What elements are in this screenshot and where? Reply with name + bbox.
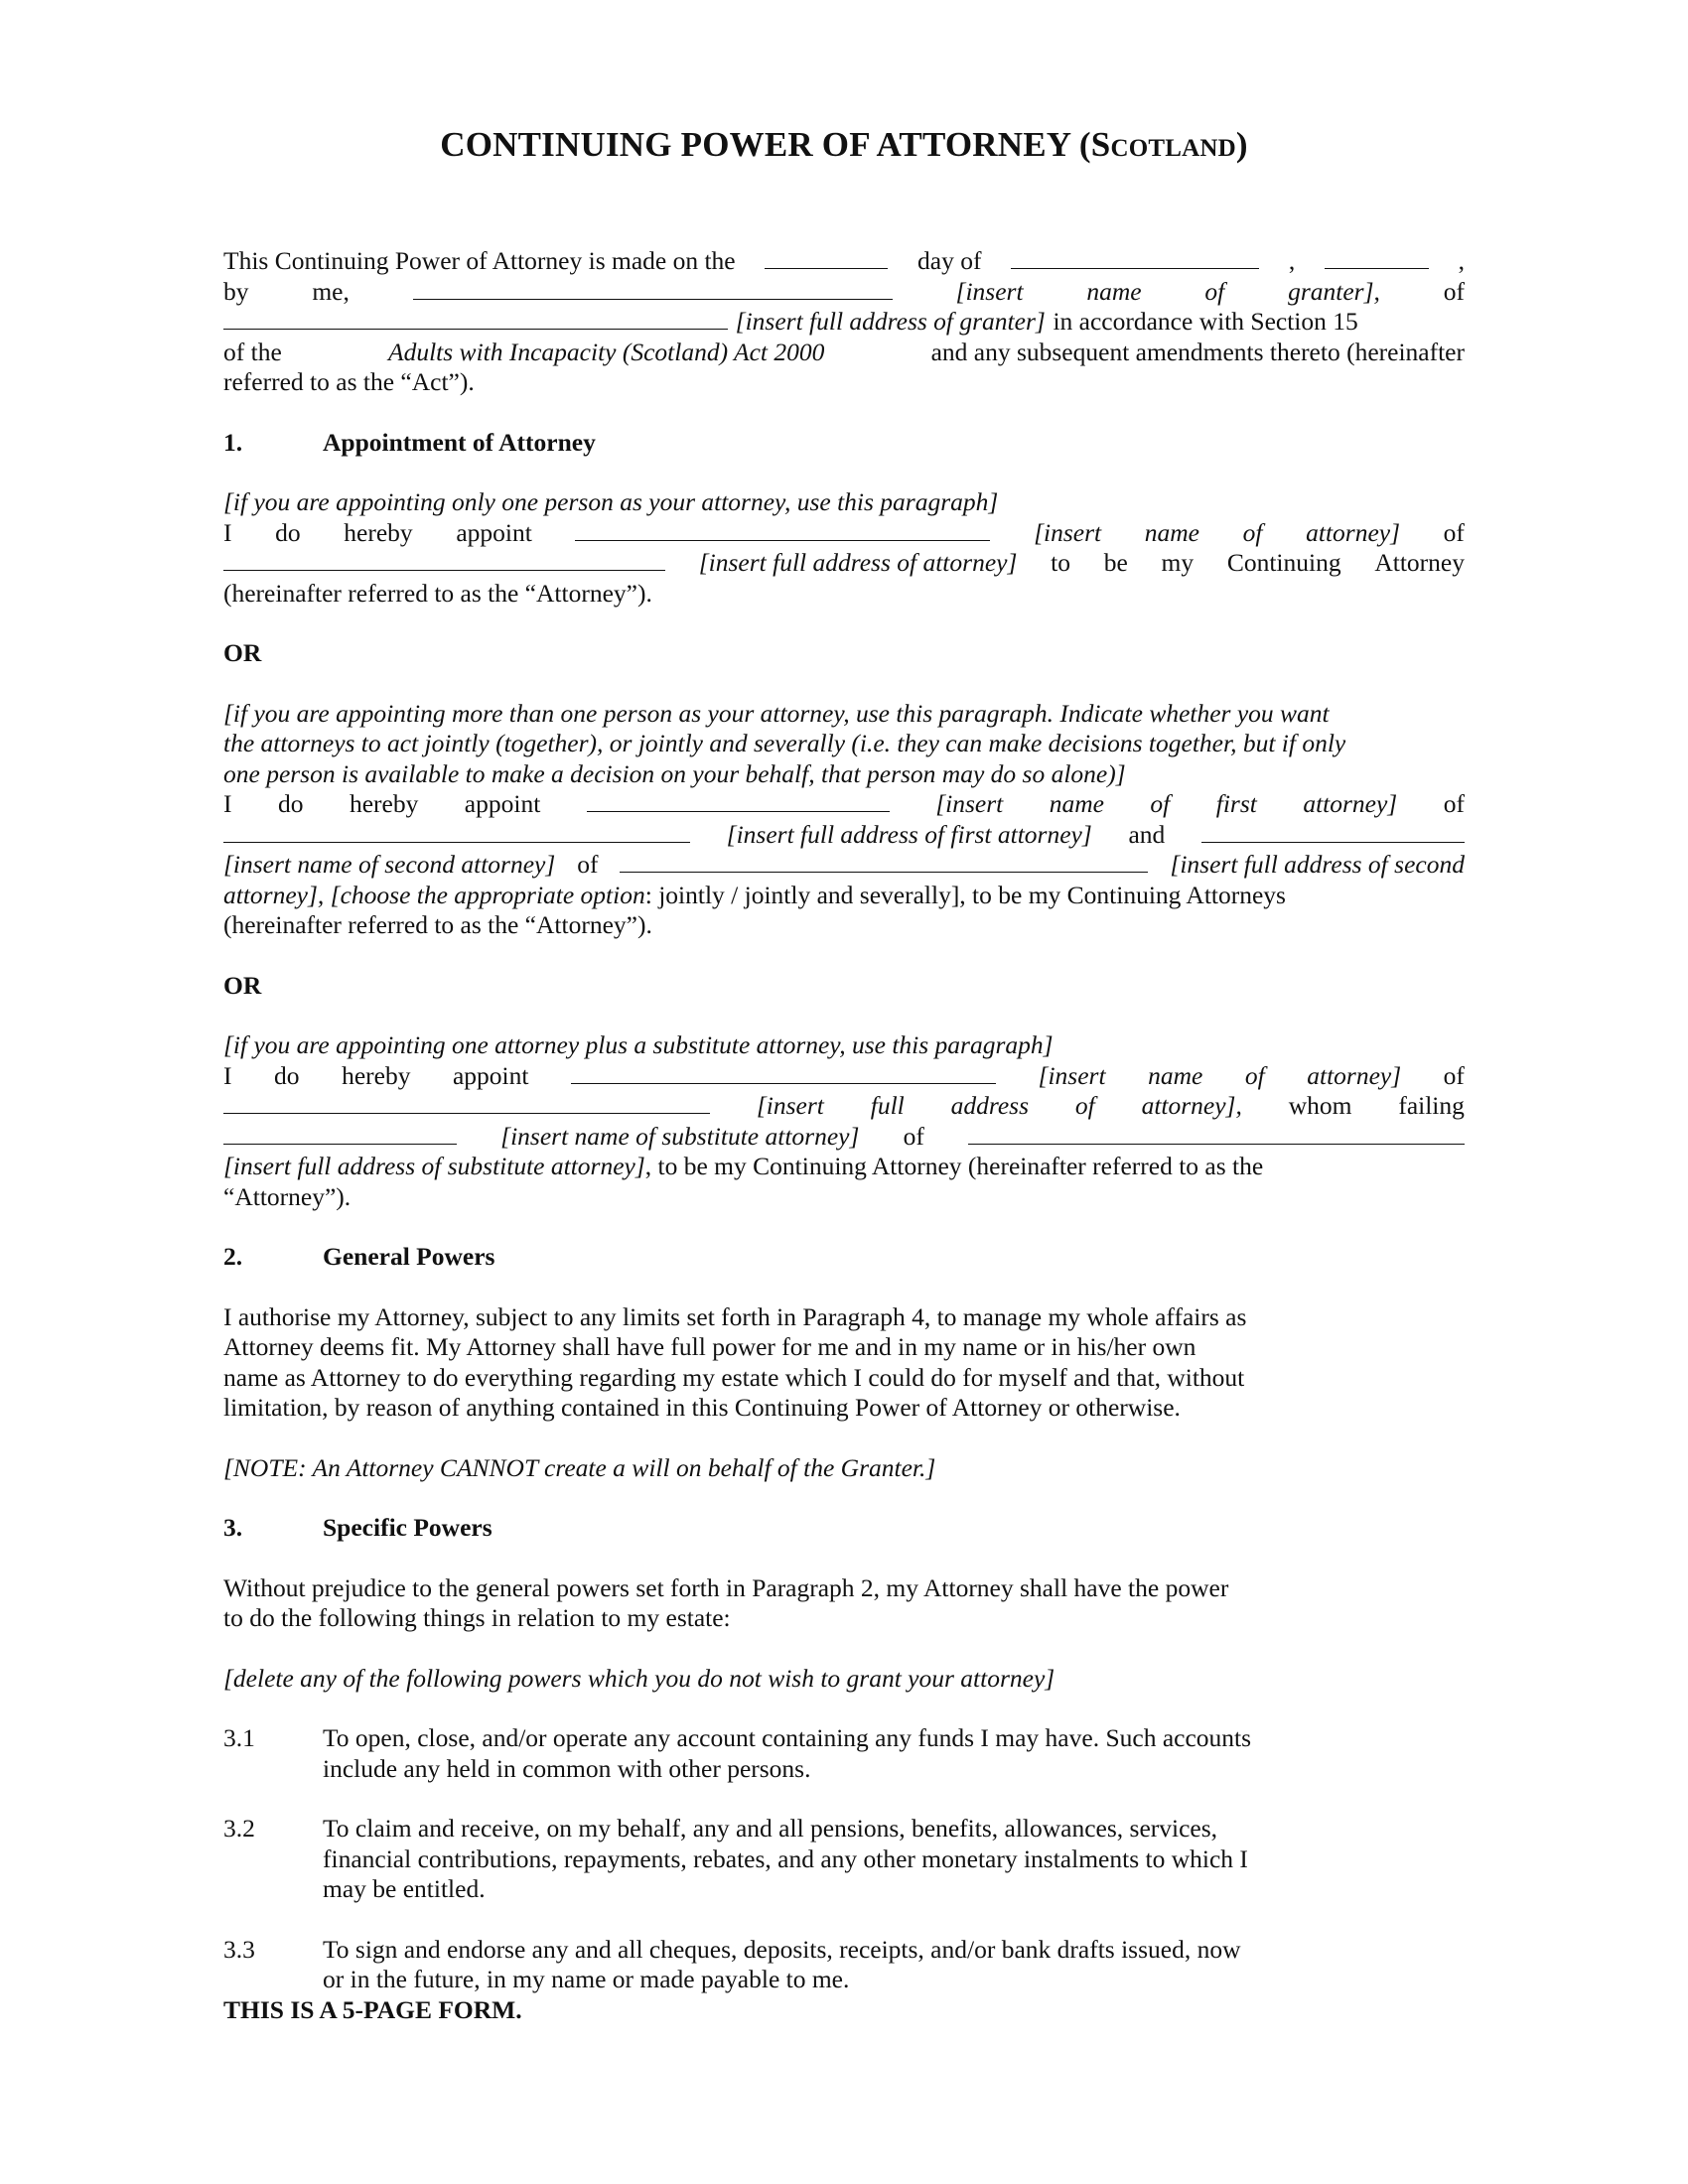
title-jurisdiction: (Scotland) — [1078, 125, 1248, 164]
granter-name-blank[interactable] — [413, 277, 893, 300]
option-c-line-5: “Attorney”). — [223, 1181, 352, 1211]
primary-attorney-name-blank[interactable] — [571, 1061, 996, 1084]
day-blank[interactable] — [765, 246, 888, 269]
intro-line-1: This Continuing Power of Attorney is made on the day of , , — [223, 246, 1465, 275]
s3-note: [delete any of the following powers which you do not wish to grant your attorney] — [223, 1663, 1055, 1693]
section-3-heading: 3. Specific Powers — [223, 1513, 492, 1542]
attorney-address-blank[interactable] — [223, 548, 665, 571]
option-c-note: [if you are appointing one attorney plus a substitute attorney, use this paragraph] — [223, 1030, 1054, 1059]
option-c-line-3: [insert name of substitute attorney] of — [223, 1122, 1465, 1153]
first-attorney-address-blank[interactable] — [223, 820, 690, 843]
year-blank[interactable] — [1325, 246, 1429, 269]
option-b-note-3: one person is available to make a decision on your behalf, that person may do so alone)] — [223, 758, 1126, 788]
power-item-3-3: 3.3 To sign and endorse any and all cheques, deposits, receipts, and/or bank drafts issued, now or in the future, in my name or made payable to me. — [223, 1934, 1241, 1993]
or-label-2: OR — [223, 970, 262, 1000]
second-attorney-address-blank[interactable] — [620, 850, 1148, 873]
option-a-line-3: (hereinafter referred to as the “Attorney”). — [223, 578, 652, 608]
option-c-line-2: [insert full address of attorney], whom failing — [223, 1091, 1465, 1122]
power-item-3-1: 3.1 To open, close, and/or operate any account containing any funds I may have. Such accounts include any held in common with other persons. — [223, 1723, 1252, 1783]
section-2-heading: 2. General Powers — [223, 1242, 495, 1271]
substitute-attorney-name-blank[interactable] — [223, 1122, 457, 1145]
substitute-attorney-address-blank[interactable] — [968, 1122, 1465, 1145]
s2-line-3: name as Attorney to do everything regarding my estate which I could do for myself and that, without — [223, 1362, 1245, 1392]
s2-line-2: Attorney deems fit. My Attorney shall have full power for me and in my name or in his/her own — [223, 1332, 1196, 1361]
document-body — [223, 246, 1465, 2025]
option-b-line-1: I do hereby appoint [insert name of first attorney] of — [223, 789, 1465, 818]
month-blank[interactable] — [1011, 246, 1259, 269]
granter-address-blank[interactable] — [223, 307, 728, 330]
attorney-name-blank[interactable] — [575, 518, 990, 541]
primary-attorney-address-blank[interactable] — [223, 1091, 710, 1114]
option-b-line-5: (hereinafter referred to as the “Attorney”). — [223, 910, 652, 939]
intro-line-2: by me, [insert name of granter], of — [223, 276, 1465, 306]
s3-line-1: Without prejudice to the general powers set forth in Paragraph 2, my Attorney shall have the power — [223, 1572, 1229, 1602]
first-attorney-name-blank[interactable] — [587, 789, 890, 812]
option-a-line-1: I do hereby appoint [insert name of attorney] of — [223, 517, 1465, 547]
power-item-3-2: 3.2 To claim and receive, on my behalf, any and all pensions, benefits, allowances, services, financial contributions, repayments, rebates, and any other monetary instalments to which I may be entitled. — [223, 1814, 1248, 1903]
s3-line-2: to do the following things in relation to my estate: — [223, 1603, 731, 1632]
option-b-line-2: [insert full address of first attorney] and — [223, 820, 1465, 851]
s2-line-4: limitation, by reason of anything contained in this Continuing Power of Attorney or otherwise. — [223, 1393, 1181, 1422]
intro-line-3: [insert full address of granter] in accordance with Section 15 — [223, 307, 1465, 338]
option-b-note-2: the attorneys to act jointly (together), or jointly and severally (i.e. they can make decisions together, but if only — [223, 729, 1346, 757]
s2-line-1: I authorise my Attorney, subject to any limits set forth in Paragraph 4, to manage my whole affairs as — [223, 1301, 1247, 1331]
title-main: CONTINUING POWER OF ATTORNEY — [440, 125, 1070, 164]
intro-line-5: referred to as the “Act”). — [223, 367, 475, 396]
option-b-line-3: [insert name of second attorney] of [insert full address of second — [223, 850, 1465, 879]
option-b-note-1: [if you are appointing more than one person as your attorney, use this paragraph. Indicate whether you want — [223, 698, 1330, 728]
document-title — [0, 125, 1688, 165]
section-1-heading: 1. Appointment of Attorney — [223, 427, 596, 457]
option-c-line-1: I do hereby appoint [insert name of attorney] of — [223, 1060, 1465, 1090]
option-a-line-2: [insert full address of attorney] to be my Continuing Attorney — [223, 548, 1465, 579]
s2-note: [NOTE: An Attorney CANNOT create a will on behalf of the Granter.] — [223, 1452, 936, 1482]
option-b-line-4: attorney], [choose the appropriate option: jointly / jointly and severally], to be my Continuing Attorneys — [223, 880, 1286, 909]
option-c-line-4: [insert full address of substitute attorney], to be my Continuing Attorney (hereinafter referred to as the — [223, 1152, 1264, 1180]
page-count-note: THIS IS A 5-PAGE FORM. — [223, 1994, 522, 2024]
or-label-1: OR — [223, 638, 262, 667]
second-attorney-name-blank[interactable] — [1201, 820, 1465, 843]
option-a-note: [if you are appointing only one person as your attorney, use this paragraph] — [223, 487, 999, 516]
intro-line-4: of the Adults with Incapacity (Scotland) Act 2000 and any subsequent amendments thereto (hereinafter — [223, 337, 1465, 366]
